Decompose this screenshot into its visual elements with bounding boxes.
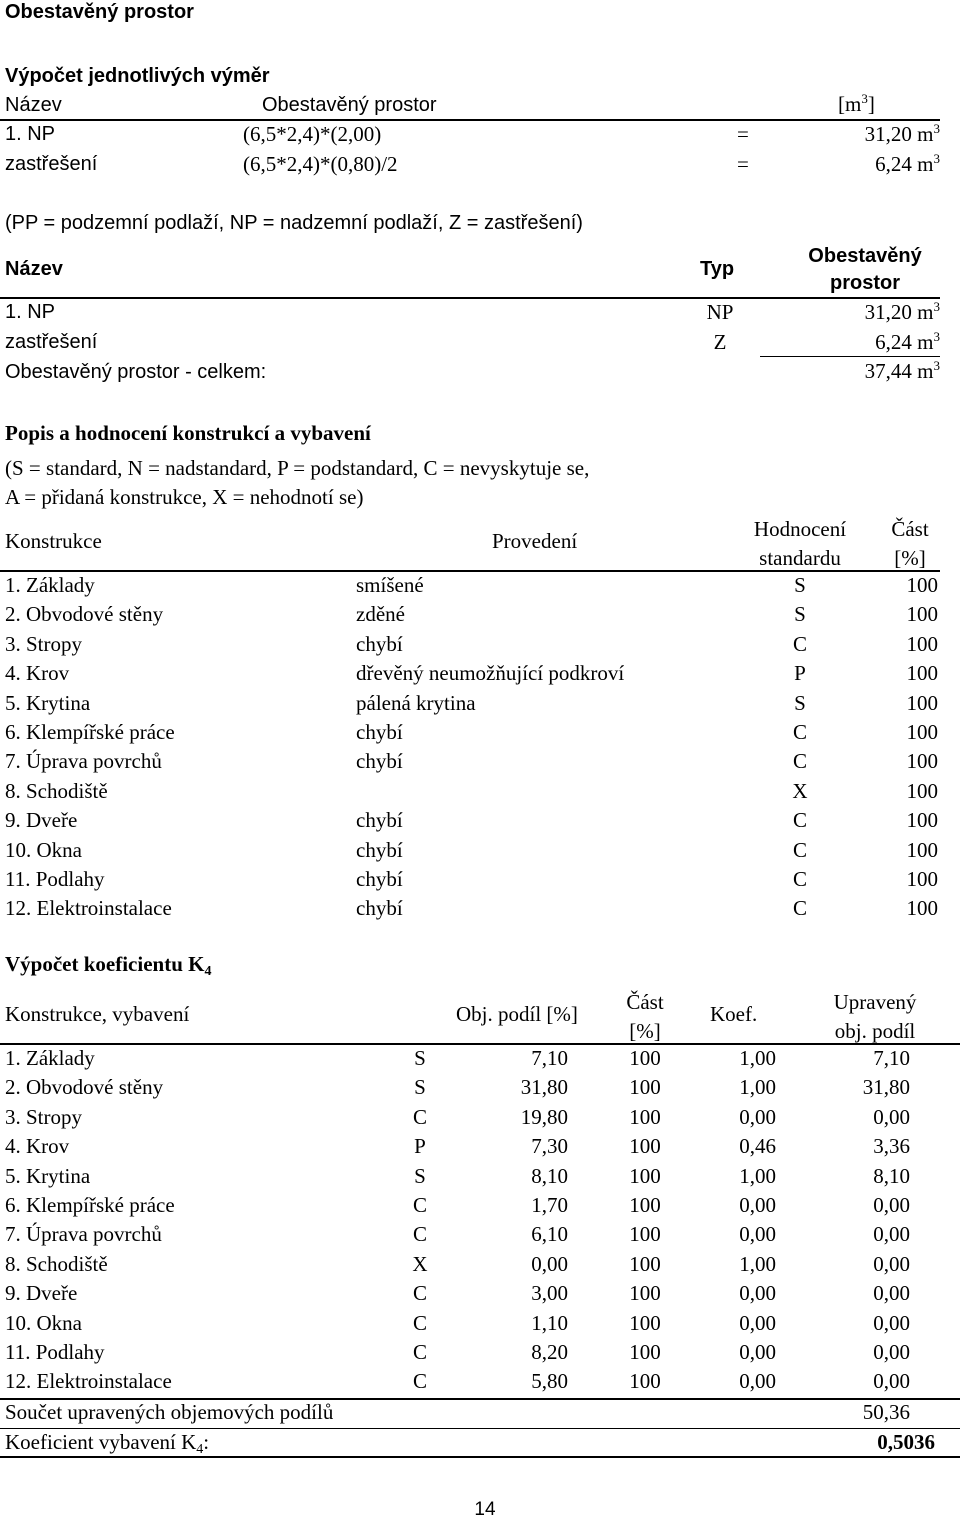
summary-row-name: zastřešení xyxy=(5,331,98,353)
constructions-row xyxy=(0,778,960,810)
k4-row-share: 5,80 xyxy=(531,1369,568,1394)
k4-head-adjusted: Upravený obj. podíl xyxy=(833,990,917,1043)
k4-row-adjusted: 7,10 xyxy=(873,1046,910,1070)
k4-row-part: 100 xyxy=(629,1251,661,1276)
calc-row-formula: (6,5*2,4)*(2,00) xyxy=(243,122,382,146)
constructions-heading: Popis a hodnocení konstrukcí a vybavení xyxy=(5,421,371,445)
k4-row-name: 1. Základy xyxy=(5,1046,95,1070)
calc-head-rule xyxy=(0,119,940,121)
constructions-row-name: 10. Okna xyxy=(5,837,82,862)
summary-head-rule xyxy=(0,297,940,299)
k4-row-coef: 0,00 xyxy=(739,1369,776,1394)
calc-head-formula: Obestavěný prostor xyxy=(262,94,437,116)
k4-sum-value: 50,36 xyxy=(862,1400,910,1424)
constructions-row-part: 100 xyxy=(906,602,938,627)
constructions-legend-1: (S = standard, N = nadstandard, P = podstandard, C = nevyskytuje se, xyxy=(5,456,590,480)
k4-row-rating: C xyxy=(412,1281,427,1306)
k4-row-adjusted: 0,00 xyxy=(873,1193,910,1217)
constructions-row-part: 100 xyxy=(906,896,938,921)
summary-head-name: Název xyxy=(5,258,63,280)
constructions-row-part: 100 xyxy=(906,690,938,715)
k4-row-part: 100 xyxy=(629,1281,661,1306)
constructions-row-execution: pálená krytina xyxy=(356,690,476,715)
k4-row xyxy=(0,1371,960,1400)
k4-row-name: 6. Klempířské práce xyxy=(5,1193,175,1217)
calc-row-eq: = xyxy=(737,152,749,176)
constructions-row-rating: C xyxy=(792,749,807,774)
constructions-row-name: 6. Klempířské práce xyxy=(5,720,175,744)
constructions-head-part: Část [%] xyxy=(891,517,929,570)
constructions-row-rating: S xyxy=(794,573,806,597)
constructions-row-name: 4. Krov xyxy=(5,661,70,686)
k4-row-adjusted: 0,00 xyxy=(873,1104,910,1129)
k4-row-share: 1,70 xyxy=(531,1193,568,1217)
k4-row-name: 12. Elektroinstalace xyxy=(5,1369,172,1394)
constructions-row-part: 100 xyxy=(906,837,938,862)
constructions-row xyxy=(0,575,960,604)
k4-row-name: 9. Dveře xyxy=(5,1281,78,1306)
constructions-row-execution: chybí xyxy=(356,837,403,862)
k4-row-part: 100 xyxy=(629,1222,661,1247)
k4-row-adjusted: 0,00 xyxy=(873,1281,910,1306)
calc-heading: Výpočet jednotlivých výměr xyxy=(5,65,270,87)
k4-head-construction: Konstrukce, vybavení xyxy=(5,1002,190,1026)
k4-row xyxy=(0,1251,960,1283)
k4-row-adjusted: 8,10 xyxy=(873,1163,910,1188)
constructions-row-rating: S xyxy=(794,602,806,627)
k4-row-name: 5. Krytina xyxy=(5,1163,91,1188)
calc-row-value: 31,20 $m^3$ xyxy=(864,121,940,146)
summary-row-value: 6,24 $m^3$ xyxy=(875,329,940,354)
k4-row-coef: 1,00 xyxy=(739,1075,776,1100)
k4-row xyxy=(0,1077,960,1106)
page-number: 14 xyxy=(474,1499,496,1520)
constructions-row-part: 100 xyxy=(906,720,938,744)
k4-row-adjusted: 0,00 xyxy=(873,1222,910,1247)
constructions-row-name: 9. Dveře xyxy=(5,808,78,833)
k4-row-name: 4. Krov xyxy=(5,1134,70,1159)
summary-head-type: Typ xyxy=(700,258,735,280)
k4-row xyxy=(0,1310,960,1342)
constructions-row-name: 8. Schodiště xyxy=(5,778,108,803)
k4-row-coef: 0,00 xyxy=(739,1340,776,1364)
k4-row-adjusted: 3,36 xyxy=(873,1134,910,1159)
k4-sum-rule xyxy=(0,1428,960,1429)
k4-row-share: 31,80 xyxy=(520,1075,568,1100)
constructions-row xyxy=(0,690,960,722)
k4-head-rule xyxy=(0,1043,960,1045)
constructions-row-execution: chybí xyxy=(356,896,403,921)
k4-coef-label: Koeficient vybavení $K_4$: xyxy=(5,1430,210,1457)
constructions-row xyxy=(0,898,960,927)
k4-row-adjusted: 0,00 xyxy=(873,1369,910,1394)
k4-row-part: 100 xyxy=(629,1369,661,1394)
page-title: Obestavěný prostor xyxy=(5,1,194,23)
k4-coef-rule xyxy=(0,1456,960,1458)
constructions-legend-2: A = přidaná konstrukce, X = nehodnotí se) xyxy=(5,485,364,509)
k4-row-part: 100 xyxy=(629,1193,661,1217)
k4-row-share: 6,10 xyxy=(531,1222,568,1247)
constructions-row-name: 2. Obvodové stěny xyxy=(5,602,164,627)
constructions-row xyxy=(0,631,960,663)
summary-row-value: 31,20 $m^3$ xyxy=(864,299,940,324)
constructions-row-rating: C xyxy=(792,720,807,744)
k4-row-adjusted: 0,00 xyxy=(873,1340,910,1364)
constructions-row-execution: chybí xyxy=(356,631,403,656)
constructions-row-rating: S xyxy=(794,690,806,715)
constructions-row xyxy=(0,869,960,898)
k4-row-name: 8. Schodiště xyxy=(5,1251,108,1276)
k4-row-share: 7,10 xyxy=(531,1046,568,1070)
summary-row-type: Z xyxy=(713,330,727,354)
k4-row xyxy=(0,1163,960,1195)
k4-row-rating: C xyxy=(412,1340,427,1364)
k4-row-rating: X xyxy=(412,1251,428,1276)
constructions-row-part: 100 xyxy=(906,631,938,656)
k4-row-name: 3. Stropy xyxy=(5,1104,83,1129)
constructions-row xyxy=(0,604,960,633)
constructions-row-rating: C xyxy=(792,631,807,656)
k4-row-share: 1,10 xyxy=(531,1310,568,1335)
k4-row-rating: S xyxy=(414,1163,426,1188)
constructions-row-part: 100 xyxy=(906,808,938,833)
k4-row-rating: C xyxy=(412,1104,427,1129)
summary-row-name: 1. NP xyxy=(5,301,56,323)
k4-row xyxy=(0,1283,960,1312)
k4-row xyxy=(0,1136,960,1165)
k4-coef-value: 0,5036 xyxy=(877,1430,935,1454)
k4-row xyxy=(0,1195,960,1224)
k4-row-name: 10. Okna xyxy=(5,1310,82,1335)
k4-row-share: 0,00 xyxy=(531,1251,568,1276)
k4-row-name: 7. Úprava povrchů xyxy=(5,1222,162,1247)
calc-row xyxy=(0,151,960,183)
k4-row-share: 19,80 xyxy=(520,1104,568,1129)
k4-row-coef: 1,00 xyxy=(739,1251,776,1276)
k4-row-part: 100 xyxy=(629,1163,661,1188)
k4-row-adjusted: 0,00 xyxy=(873,1310,910,1335)
k4-row xyxy=(0,1104,960,1136)
calc-head-name: Název xyxy=(5,94,62,116)
constructions-row-part: 100 xyxy=(906,778,938,803)
constructions-head-construction: Konstrukce xyxy=(5,529,102,553)
constructions-row-name: 11. Podlahy xyxy=(5,867,105,891)
k4-row-share: 8,10 xyxy=(531,1163,568,1188)
k4-row-coef: 0,00 xyxy=(739,1222,776,1247)
constructions-row-rating: C xyxy=(792,867,807,891)
constructions-row-rating: C xyxy=(792,808,807,833)
k4-row xyxy=(0,1342,960,1371)
constructions-row-execution: chybí xyxy=(356,749,403,774)
calc-row-value: 6,24 $m^3$ xyxy=(875,151,940,176)
k4-row-part: 100 xyxy=(629,1340,661,1364)
summary-head-volume: Obestavěný prostor xyxy=(808,245,922,294)
calc-row-eq: = xyxy=(737,122,749,146)
calc-row xyxy=(0,121,960,153)
constructions-row xyxy=(0,810,960,839)
k4-row-coef: 1,00 xyxy=(739,1163,776,1188)
constructions-head-rating: Hodnocení standardu xyxy=(753,517,847,570)
calc-row-name: zastřešení xyxy=(5,153,98,175)
k4-row-adjusted: 31,80 xyxy=(862,1075,910,1100)
k4-row-rating: P xyxy=(414,1134,426,1159)
constructions-row xyxy=(0,751,960,780)
constructions-row-name: 5. Krytina xyxy=(5,690,91,715)
summary-row xyxy=(0,299,960,331)
k4-head-part: Část [%] xyxy=(626,990,664,1043)
k4-row-rating: S xyxy=(414,1075,426,1100)
k4-row-coef: 0,00 xyxy=(739,1193,776,1217)
constructions-row-part: 100 xyxy=(906,573,938,597)
constructions-row xyxy=(0,837,960,869)
k4-row-adjusted: 0,00 xyxy=(873,1251,910,1276)
k4-row xyxy=(0,1224,960,1253)
k4-row-coef: 0,00 xyxy=(739,1281,776,1306)
calc-row-name: 1. NP xyxy=(5,123,56,145)
constructions-row-name: 7. Úprava povrchů xyxy=(5,749,162,774)
constructions-row-execution: smíšené xyxy=(356,573,424,597)
constructions-row-rating: X xyxy=(792,778,808,803)
k4-row-coef: 1,00 xyxy=(739,1046,776,1070)
k4-row-rating: C xyxy=(412,1369,427,1394)
summary-total-label: Obestavěný prostor - celkem: xyxy=(5,361,267,383)
constructions-row-execution: chybí xyxy=(356,867,403,891)
k4-row-rating: C xyxy=(412,1310,427,1335)
constructions-row-rating: C xyxy=(792,896,807,921)
constructions-row-rating: P xyxy=(794,661,806,686)
k4-row-part: 100 xyxy=(629,1310,661,1335)
k4-row-name: 2. Obvodové stěny xyxy=(5,1075,164,1100)
constructions-row-name: 12. Elektroinstalace xyxy=(5,896,172,921)
constructions-row-part: 100 xyxy=(906,749,938,774)
k4-row-coef: 0,00 xyxy=(739,1104,776,1129)
k4-row-share: 7,30 xyxy=(531,1134,568,1159)
k4-row-coef: 0,00 xyxy=(739,1310,776,1335)
constructions-row-name: 1. Základy xyxy=(5,573,95,597)
constructions-row-execution: chybí xyxy=(356,720,403,744)
constructions-row xyxy=(0,663,960,692)
k4-sum-label: Součet upravených objemových podílů xyxy=(5,1400,334,1424)
legend-floors: (PP = podzemní podlaží, NP = nadzemní podlaží, Z = zastřešení) xyxy=(5,212,583,234)
k4-row xyxy=(0,1048,960,1077)
k4-head-coef: Koef. xyxy=(710,1002,758,1026)
constructions-row-execution: dřevěný neumožňující podkroví xyxy=(356,661,625,686)
k4-row-part: 100 xyxy=(629,1075,661,1100)
summary-total-value: 37,44 $m^3$ xyxy=(864,358,940,383)
constructions-head-rule xyxy=(0,570,940,572)
constructions-row-part: 100 xyxy=(906,867,938,891)
k4-row-share: 3,00 xyxy=(531,1281,568,1306)
constructions-head-execution: Provedení xyxy=(492,529,578,553)
summary-total-rule xyxy=(760,356,940,357)
k4-row-part: 100 xyxy=(629,1104,661,1129)
k4-row-rating: C xyxy=(412,1222,427,1247)
k4-heading: Výpočet koeficientu $K_4$ xyxy=(5,952,212,979)
k4-row-share: 8,20 xyxy=(531,1340,568,1364)
k4-row-rating: C xyxy=(412,1193,427,1217)
k4-row-part: 100 xyxy=(629,1046,661,1070)
k4-row-rating: S xyxy=(414,1046,426,1070)
calc-head-unit: $[m^3]$ xyxy=(838,91,875,116)
constructions-row-execution: zděné xyxy=(356,602,405,627)
constructions-row-rating: C xyxy=(792,837,807,862)
summary-row-type: NP xyxy=(706,300,734,324)
k4-row-name: 11. Podlahy xyxy=(5,1340,105,1364)
calc-row-formula: (6,5*2,4)*(0,80)/2 xyxy=(243,152,398,176)
constructions-row xyxy=(0,722,960,751)
k4-row-coef: 0,46 xyxy=(739,1134,776,1159)
k4-row-part: 100 xyxy=(629,1134,661,1159)
constructions-row-part: 100 xyxy=(906,661,938,686)
k4-head-share: Obj. podíl [%] xyxy=(456,1002,578,1026)
constructions-row-name: 3. Stropy xyxy=(5,631,83,656)
constructions-row-execution: chybí xyxy=(356,808,403,833)
